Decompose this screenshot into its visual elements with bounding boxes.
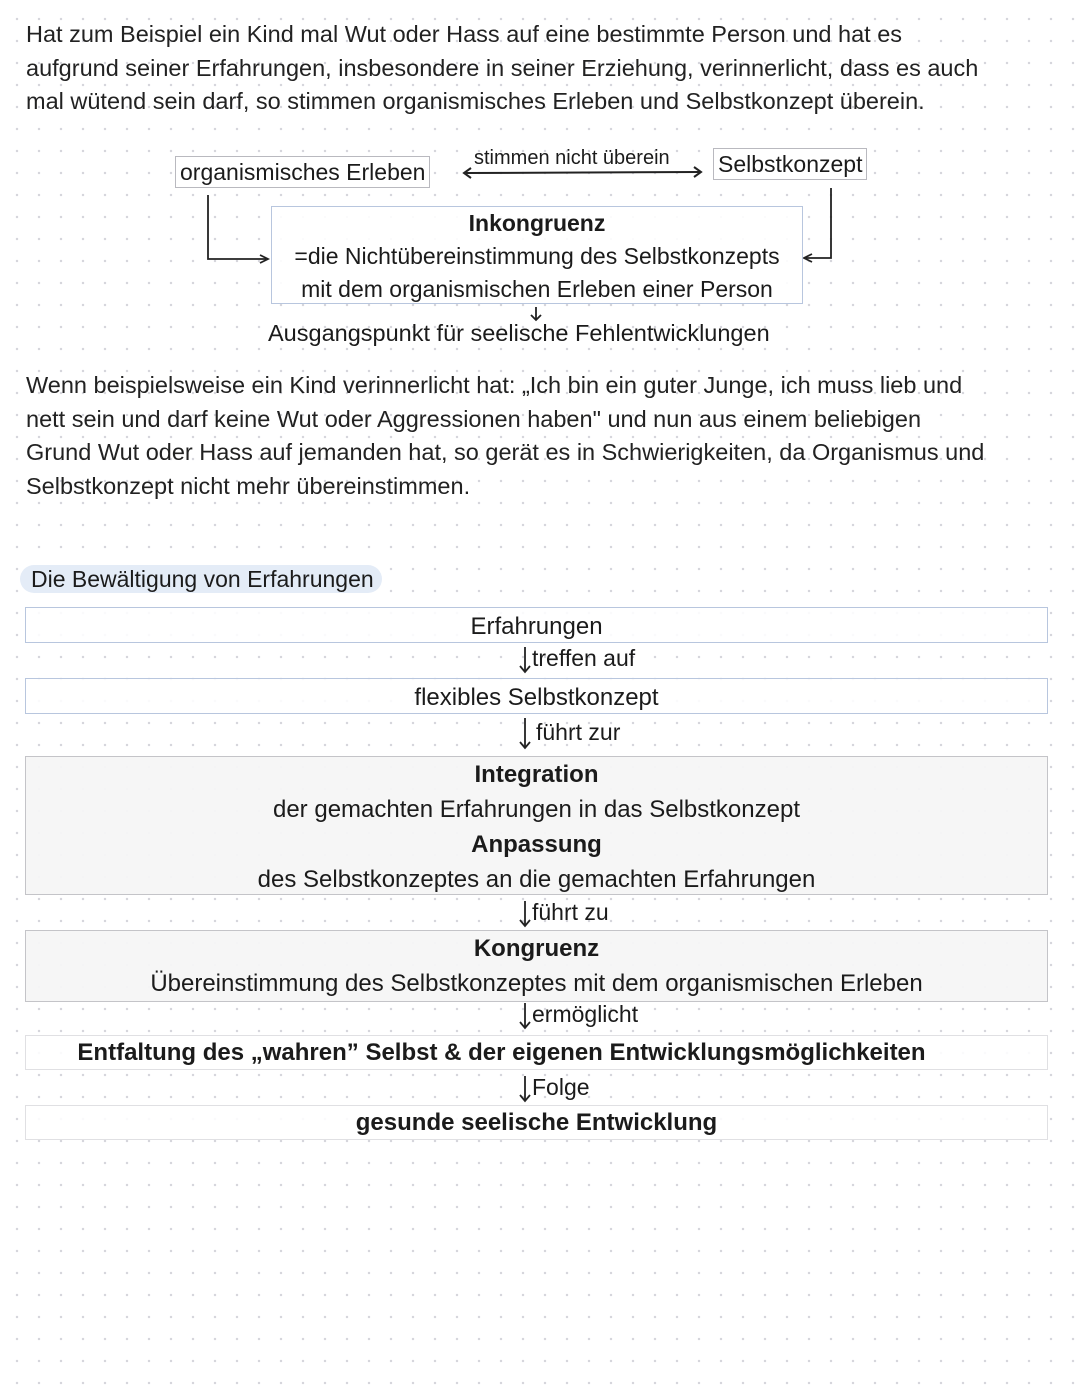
integration-title: Integration [474,761,599,788]
flow-box-experiences [25,607,1048,643]
congruence-text: Übereinstimmung des Selbstkonzeptes mit dem organismischen Erleben [150,970,923,997]
flow-step-label: treffen auf [532,645,636,671]
flow-step-label: führt zu [532,899,609,925]
flow-box-flexible-self-concept [25,678,1048,714]
incongruence-box [271,206,803,304]
flow-box-flexible-self-concept-label: flexibles Selbstkonzept [414,684,659,711]
section-heading: Die Bewältigung von Erfahrungen [20,565,382,593]
incongruence-title: Inkongruenz [468,210,606,236]
down-arrow-icon [518,1000,532,1030]
right-connector-arrow-icon [800,186,840,266]
flow-step-leads-to [518,716,620,750]
integration-text: der gemachten Erfahrungen in das Selbstkonzept [272,796,800,823]
intro-paragraph [26,18,1056,119]
example-line: Wenn beispielsweise ein Kind verinnerlicht hat: „Ich bin ein guter Junge, ich muss lieb und [26,372,963,398]
flow-step-label: Folge [532,1074,590,1100]
example-paragraph [26,369,1056,503]
congruence-title: Kongruenz [473,935,600,962]
flow-step-consequence [518,1073,590,1103]
flow-step-enables [518,1000,638,1030]
flow-step-label: führt zur [536,719,621,745]
flow-box-healthy-development [25,1105,1048,1140]
incongruence-definition-line2: mit dem organismischen Erleben einer Person [301,276,773,302]
incongruence-definition-line1: =die Nichtübereinstimmung des Selbstkonzepts [294,243,780,269]
flow-step-leads-to-2 [518,898,609,928]
flow-box-congruence [25,930,1048,1002]
down-arrow-icon [518,644,532,674]
adaptation-title: Anpassung [471,831,602,858]
organismic-experience-box: organismisches Erleben [175,156,430,188]
double-arrow-icon [460,166,706,180]
flow-step-meets [518,644,635,674]
flow-box-integration-adaptation [25,756,1048,895]
unfolding-text: Entfaltung des „wahren” Selbst & der eigenen Entwicklungsmöglichkeiten [77,1039,926,1066]
intro-line: mal wütend sein darf, so stimmen organismisches Erleben und Selbstkonzept überein. [26,88,925,114]
flow-box-unfolding [25,1035,1048,1070]
adaptation-text: des Selbstkonzeptes an die gemachten Erfahrungen [257,866,816,893]
example-line: nett sein und darf keine Wut oder Aggressionen haben" und nun aus einem beliebigen [26,405,922,432]
flow-box-experiences-label: Erfahrungen [470,613,603,640]
intro-line: Hat zum Beispiel ein Kind mal Wut oder Hass auf eine bestimmte Person und hat es [26,21,903,47]
healthy-development-text: gesunde seelische Entwicklung [355,1109,718,1136]
mismatch-arrow-label: stimmen nicht überein [474,147,670,169]
down-arrow-icon [518,1073,532,1103]
down-arrow-icon [518,716,532,750]
example-line: Selbstkonzept nicht mehr übereinstimmen. [26,472,471,499]
maldevelopment-result: Ausgangspunkt für seelische Fehlentwicklungen [268,320,770,346]
example-line: Grund Wut oder Hass auf jemanden hat, so gerät es in Schwierigkeiten, da Organismus und [26,439,985,465]
left-connector-arrow-icon [204,193,274,265]
flow-step-label: ermöglicht [532,1001,639,1027]
down-arrow-icon [518,898,532,928]
self-concept-box: Selbstkonzept [713,148,867,180]
intro-line: aufgrund seiner Erfahrungen, insbesondere in seiner Erziehung, verinnerlicht, dass es auch [26,54,979,81]
